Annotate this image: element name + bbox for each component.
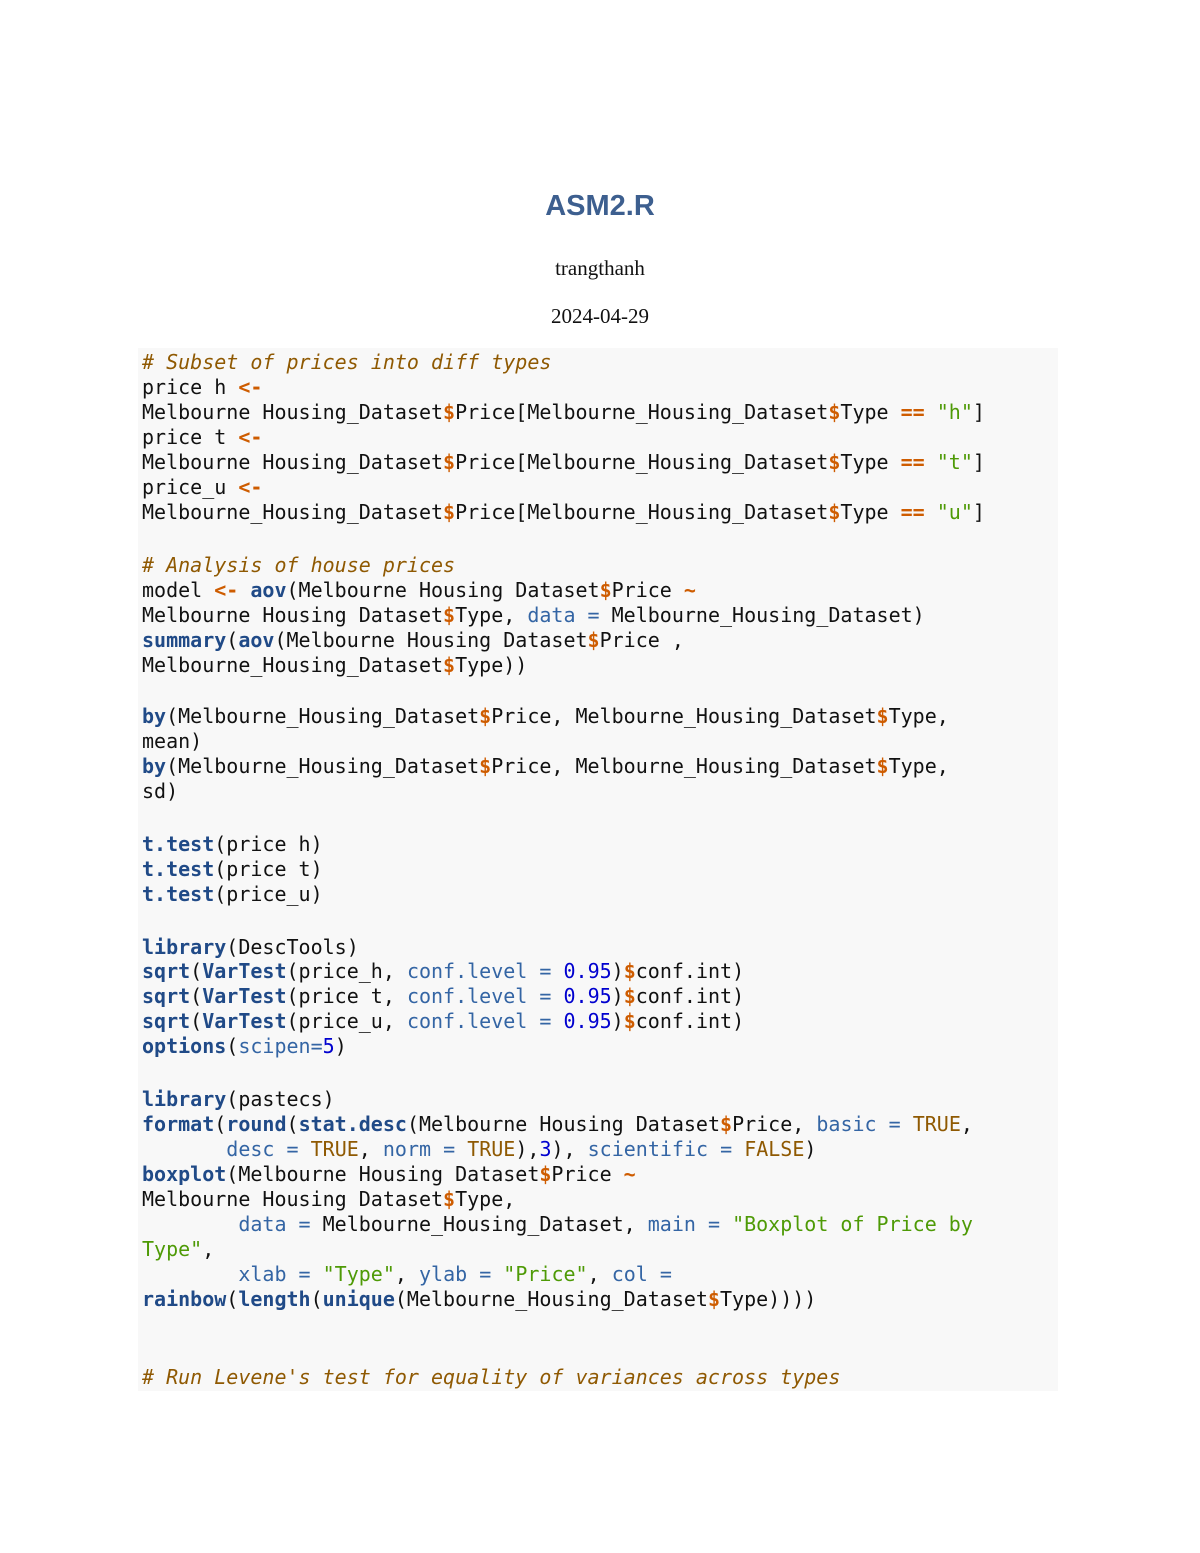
code-token xyxy=(901,1112,913,1136)
code-token: ) xyxy=(611,959,624,983)
code-token: # Analysis of house prices xyxy=(142,553,456,577)
code-token: $ xyxy=(443,400,456,424)
code-token: norm xyxy=(382,1137,432,1161)
code-token: Melbourne_Housing_Dataset) xyxy=(599,603,925,627)
code-token: Melbourne_Housing_Dataset xyxy=(142,653,444,677)
code-line xyxy=(142,1237,214,1262)
code-token: "Price" xyxy=(503,1262,588,1286)
code-line xyxy=(142,729,202,754)
code-token: aov xyxy=(238,628,275,652)
document-author: trangthanh xyxy=(555,256,645,280)
code-token: length xyxy=(238,1287,311,1311)
code-token: ( xyxy=(310,1287,323,1311)
code-token: ~ xyxy=(683,578,696,602)
code-token: Type, xyxy=(888,704,949,728)
code-token: , xyxy=(587,1262,612,1286)
code-line xyxy=(142,603,925,628)
code-token xyxy=(274,1137,286,1161)
code-token xyxy=(696,1212,708,1236)
code-token: = xyxy=(443,1137,456,1161)
code-token: $ xyxy=(443,1187,456,1211)
code-line xyxy=(142,425,262,450)
code-token: col xyxy=(611,1262,648,1286)
code-token xyxy=(142,1212,238,1236)
code-token: conf.int) xyxy=(635,1009,745,1033)
code-token xyxy=(551,1009,563,1033)
code-line xyxy=(142,553,455,578)
code-token: , xyxy=(358,1137,383,1161)
code-token: ), xyxy=(551,1137,588,1161)
code-token: Type xyxy=(840,450,901,474)
code-token: 0.95 xyxy=(563,1009,612,1033)
code-token: Type" xyxy=(142,1237,203,1261)
code-token xyxy=(551,984,563,1008)
code-token: Type xyxy=(840,500,901,524)
code-token: (Melbourne Housing Dataset xyxy=(406,1112,721,1136)
code-token xyxy=(551,959,563,983)
code-token: Melbourne_Housing_Dataset xyxy=(142,500,444,524)
code-token: # Subset of prices into diff types xyxy=(142,350,552,374)
code-line xyxy=(142,475,262,500)
code-token xyxy=(142,1262,238,1286)
code-token: ] xyxy=(972,400,985,424)
code-token: = xyxy=(659,1262,672,1286)
code-token: ( xyxy=(226,1034,239,1058)
code-token: TRUE xyxy=(467,1137,516,1161)
code-line xyxy=(142,882,323,907)
code-token xyxy=(431,1137,443,1161)
code-token: conf.level xyxy=(406,959,528,983)
code-line xyxy=(142,1212,973,1237)
code-token xyxy=(925,500,937,524)
code-token: == xyxy=(900,450,925,474)
code-token: ( xyxy=(190,1009,203,1033)
code-token: ) xyxy=(611,984,624,1008)
code-line xyxy=(142,1287,816,1312)
code-token: ) xyxy=(611,1009,624,1033)
code-token: # Run Levene's test for equality of variances across types xyxy=(142,1365,841,1389)
code-token xyxy=(142,1137,226,1161)
code-token: VarTest xyxy=(202,959,287,983)
code-token xyxy=(491,1262,503,1286)
code-token xyxy=(925,400,937,424)
code-token: stat.desc xyxy=(298,1112,407,1136)
code-token: $ xyxy=(443,653,456,677)
code-token xyxy=(720,1212,732,1236)
code-token: Type, xyxy=(455,603,528,627)
code-token: by xyxy=(142,754,167,778)
code-token: Type, xyxy=(888,754,949,778)
code-token xyxy=(877,1112,889,1136)
code-token: Price, Melbourne_Housing_Dataset xyxy=(491,704,877,728)
code-token: Melbourne Housing_Dataset xyxy=(142,450,444,474)
code-token: rainbow xyxy=(142,1287,227,1311)
code-token: main xyxy=(647,1212,696,1236)
code-token: ( xyxy=(190,984,203,1008)
code-token: TRUE xyxy=(912,1112,961,1136)
code-token: 0.95 xyxy=(563,959,612,983)
code-token: $ xyxy=(443,500,456,524)
code-token: = xyxy=(539,984,552,1008)
code-token: price h xyxy=(142,375,239,399)
code-token: <- xyxy=(238,475,263,499)
code-token: (Melbourne_Housing_Dataset xyxy=(166,704,480,728)
code-token: library xyxy=(142,935,227,959)
code-token: $ xyxy=(443,450,456,474)
code-token: <- xyxy=(238,375,263,399)
code-line xyxy=(142,1162,636,1187)
code-token: model xyxy=(142,578,215,602)
code-token: $ xyxy=(828,450,841,474)
code-token: conf.level xyxy=(406,984,528,1008)
code-line xyxy=(142,1009,744,1034)
code-token: by xyxy=(142,704,167,728)
code-token: , xyxy=(394,1262,419,1286)
code-token: "t" xyxy=(936,450,973,474)
code-token: $ xyxy=(539,1162,552,1186)
code-line xyxy=(142,704,949,729)
code-token: $ xyxy=(707,1287,721,1311)
code-token: (price t, xyxy=(286,984,407,1008)
code-token: Price , xyxy=(599,628,684,652)
code-token: Price[Melbourne_Housing_Dataset xyxy=(455,500,829,524)
code-token: = xyxy=(539,1009,552,1033)
code-token: aov xyxy=(250,578,287,602)
code-token: (pastecs) xyxy=(226,1087,335,1111)
code-line xyxy=(142,754,949,779)
code-line xyxy=(142,779,178,804)
code-token xyxy=(238,578,250,602)
code-token xyxy=(576,603,588,627)
code-token: price_u xyxy=(142,475,239,499)
code-line xyxy=(142,857,323,882)
code-token: summary xyxy=(142,628,227,652)
code-token: sqrt xyxy=(142,1009,191,1033)
code-token: Melbourne_Housing_Dataset, xyxy=(310,1212,648,1236)
code-token: "Type" xyxy=(322,1262,395,1286)
code-token: == xyxy=(900,400,925,424)
code-token: (price_u, xyxy=(286,1009,407,1033)
code-token: $ xyxy=(828,500,841,524)
code-token: = xyxy=(587,603,600,627)
code-line xyxy=(142,984,744,1009)
code-token xyxy=(311,1262,323,1286)
code-token: (DescTools) xyxy=(226,935,359,959)
code-token: data xyxy=(527,603,576,627)
code-token: ), xyxy=(515,1137,540,1161)
code-token: VarTest xyxy=(202,1009,287,1033)
code-token: = xyxy=(720,1137,733,1161)
code-token: sd) xyxy=(142,779,179,803)
code-token: , xyxy=(960,1112,973,1136)
code-token: Melbourne Housing Dataset xyxy=(142,1187,444,1211)
code-token: ( xyxy=(214,1112,227,1136)
code-token xyxy=(527,1009,539,1033)
code-token: xlab xyxy=(238,1262,287,1286)
code-token: t.test xyxy=(142,857,215,881)
code-token: ylab xyxy=(418,1262,468,1286)
code-token: "u" xyxy=(936,500,973,524)
code-token: ) xyxy=(334,1034,347,1058)
code-block xyxy=(138,348,1058,1391)
code-token: library xyxy=(142,1087,227,1111)
code-token: Type, xyxy=(455,1187,516,1211)
code-token: Melbourne Housing_Dataset xyxy=(142,400,444,424)
code-token: (price_u) xyxy=(214,882,323,906)
code-token: (Melbourne_Housing_Dataset xyxy=(166,754,480,778)
code-token: desc xyxy=(226,1137,275,1161)
code-line xyxy=(142,1262,672,1287)
code-line xyxy=(142,350,551,375)
code-token: <- xyxy=(238,425,263,449)
code-token: Price[Melbourne_Housing_Dataset xyxy=(455,400,829,424)
code-token: boxplot xyxy=(142,1162,227,1186)
code-token: = xyxy=(479,1262,492,1286)
code-token: Price, xyxy=(732,1112,817,1136)
code-line xyxy=(142,1087,335,1112)
code-line xyxy=(142,832,323,857)
code-token: VarTest xyxy=(202,984,287,1008)
code-token: Type)))) xyxy=(720,1287,817,1311)
code-line xyxy=(142,375,262,400)
code-token: unique xyxy=(322,1287,395,1311)
code-token xyxy=(467,1262,479,1286)
code-token: = xyxy=(298,1212,311,1236)
code-token: (Melbourne Housing Dataset xyxy=(286,578,600,602)
code-token: conf.int) xyxy=(635,959,745,983)
code-token: ] xyxy=(972,450,985,474)
code-token xyxy=(925,450,937,474)
code-token: ( xyxy=(286,1112,299,1136)
code-line xyxy=(142,1187,515,1212)
code-token: (Melbourne Housing Dataset xyxy=(226,1162,540,1186)
code-token xyxy=(287,1262,299,1286)
code-token: "h" xyxy=(936,400,973,424)
code-token: (price t) xyxy=(214,857,323,881)
code-token: == xyxy=(900,500,925,524)
code-token: $ xyxy=(623,984,636,1008)
code-token: (price_h, xyxy=(286,959,407,983)
code-token xyxy=(732,1137,744,1161)
document-title: ASM2.R xyxy=(545,190,655,222)
code-token: ( xyxy=(226,1287,239,1311)
code-token: $ xyxy=(720,1112,733,1136)
code-token: t.test xyxy=(142,882,215,906)
code-token: conf.int) xyxy=(635,984,745,1008)
code-token: ) xyxy=(804,1137,817,1161)
code-token xyxy=(527,959,539,983)
code-token: $ xyxy=(876,704,889,728)
code-token: sqrt xyxy=(142,959,191,983)
code-token: $ xyxy=(479,704,492,728)
code-token: $ xyxy=(623,1009,636,1033)
code-line xyxy=(142,1034,347,1059)
code-token: conf.level xyxy=(406,1009,528,1033)
code-token: , xyxy=(202,1237,215,1261)
code-line xyxy=(142,653,527,678)
code-token: 0.95 xyxy=(563,984,612,1008)
code-token: "Boxplot of Price by xyxy=(732,1212,973,1236)
code-token xyxy=(287,1212,299,1236)
code-token: options xyxy=(142,1034,227,1058)
code-token: Type)) xyxy=(455,653,528,677)
code-token: format xyxy=(142,1112,215,1136)
code-token: round xyxy=(226,1112,287,1136)
code-token: ( xyxy=(226,628,239,652)
code-token: (price h) xyxy=(214,832,323,856)
code-line xyxy=(142,500,985,525)
code-line xyxy=(142,1112,973,1137)
code-token xyxy=(455,1137,467,1161)
code-token: data xyxy=(238,1212,287,1236)
code-token: TRUE xyxy=(310,1137,359,1161)
code-token: basic xyxy=(816,1112,877,1136)
code-token xyxy=(299,1137,311,1161)
code-token: $ xyxy=(587,628,600,652)
code-token: (Melbourne Housing Dataset xyxy=(274,628,588,652)
code-token: ( xyxy=(190,959,203,983)
code-token xyxy=(708,1137,720,1161)
code-token: = xyxy=(286,1137,299,1161)
code-token: $ xyxy=(599,578,612,602)
code-token: Type xyxy=(840,400,901,424)
code-token: price t xyxy=(142,425,239,449)
code-token: Price xyxy=(551,1162,624,1186)
code-token: Price xyxy=(611,578,684,602)
code-token: Price, Melbourne_Housing_Dataset xyxy=(491,754,877,778)
code-token: $ xyxy=(479,754,492,778)
code-token: t.test xyxy=(142,832,215,856)
code-token: sqrt xyxy=(142,984,191,1008)
code-token: scipen= xyxy=(238,1034,323,1058)
code-token: = xyxy=(298,1262,311,1286)
code-line xyxy=(142,578,696,603)
code-token: ] xyxy=(972,500,985,524)
code-line xyxy=(142,450,985,475)
code-token: $ xyxy=(623,959,636,983)
code-token: Melbourne Housing Dataset xyxy=(142,603,444,627)
code-token: Price[Melbourne_Housing_Dataset xyxy=(455,450,829,474)
code-token: scientific xyxy=(587,1137,709,1161)
code-token: 3 xyxy=(539,1137,552,1161)
code-token: ~ xyxy=(623,1162,636,1186)
code-token: <- xyxy=(214,578,239,602)
code-token: 5 xyxy=(322,1034,335,1058)
code-token: $ xyxy=(876,754,889,778)
code-token: = xyxy=(539,959,552,983)
code-line xyxy=(142,400,985,425)
code-token: mean) xyxy=(142,729,203,753)
code-token xyxy=(527,984,539,1008)
code-line xyxy=(142,1365,840,1390)
code-token: FALSE xyxy=(744,1137,805,1161)
code-line xyxy=(142,935,359,960)
code-token: $ xyxy=(828,400,841,424)
code-token: $ xyxy=(443,603,456,627)
code-line xyxy=(142,1137,816,1162)
code-token: = xyxy=(888,1112,901,1136)
code-token: = xyxy=(707,1212,721,1236)
code-line xyxy=(142,959,744,984)
document-date: 2024-04-29 xyxy=(551,304,649,328)
code-token: (Melbourne_Housing_Dataset xyxy=(394,1287,708,1311)
code-token xyxy=(648,1262,660,1286)
code-line xyxy=(142,628,684,653)
